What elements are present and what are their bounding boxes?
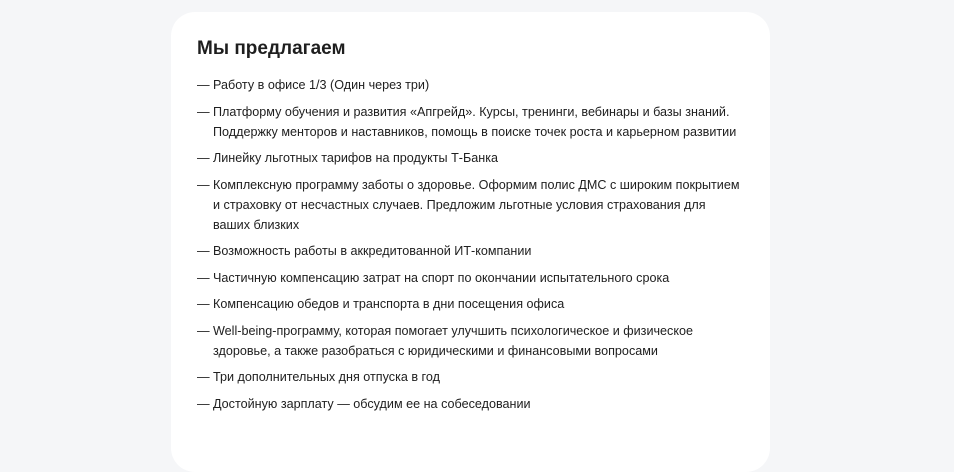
section-title: Мы предлагаем xyxy=(197,38,346,59)
list-item xyxy=(197,175,744,235)
dash-bullet-icon: — xyxy=(197,370,210,384)
list-item-text: Частичную компенсацию затрат на спорт по окончании испытательного срока xyxy=(213,270,670,285)
dash-bullet-icon: — xyxy=(197,78,210,92)
dash-bullet-icon: — xyxy=(197,244,210,258)
list-item xyxy=(197,148,744,168)
list-item xyxy=(197,241,744,261)
list-item-text: Работу в офисе 1/3 (Один через три) xyxy=(213,78,430,92)
dash-bullet-icon: — xyxy=(197,270,210,285)
list-item xyxy=(197,394,744,414)
benefits-card xyxy=(171,12,770,472)
list-item-text: Возможность работы в аккредитованной ИТ-компании xyxy=(213,244,532,258)
list-item xyxy=(197,321,744,361)
list-item-text: Платформу обучения и развития «Апгрейд». Курсы, тренинги, вебинары и базы знаний. Поддержку менторов и наставников, помощь в поиске точек роста и карьерном развитии xyxy=(213,104,737,139)
dash-bullet-icon: — xyxy=(197,104,210,119)
benefits-list xyxy=(197,75,744,414)
dash-bullet-icon: — xyxy=(197,297,210,311)
list-item-text: Комплексную программу заботы о здоровье. Оформим полис ДМС с широким покрытием и страховку от несчастных случаев. Предложим льготные условия страхования для ваших близких xyxy=(213,177,740,232)
list-item-text: Компенсацию обедов и транспорта в дни посещения офиса xyxy=(213,297,565,311)
list-item-text: Well-being-программу, которая помогает улучшить психологическое и физическое здоровье, а также разобраться с юридическими и финансовыми вопросами xyxy=(213,323,694,358)
dash-bullet-icon: — xyxy=(197,396,210,411)
dash-bullet-icon: — xyxy=(197,177,210,192)
list-item xyxy=(197,367,744,387)
list-item xyxy=(197,75,744,95)
dash-bullet-icon: — xyxy=(197,151,210,165)
list-item xyxy=(197,102,744,142)
list-item-text: Линейку льготных тарифов на продукты Т-Банка xyxy=(213,151,499,165)
list-item-text: Три дополнительных дня отпуска в год xyxy=(213,370,440,384)
list-item xyxy=(197,294,744,314)
list-item xyxy=(197,268,744,288)
dash-bullet-icon: — xyxy=(197,323,210,338)
list-item-text: Достойную зарплату — обсудим ее на собеседовании xyxy=(213,396,531,411)
